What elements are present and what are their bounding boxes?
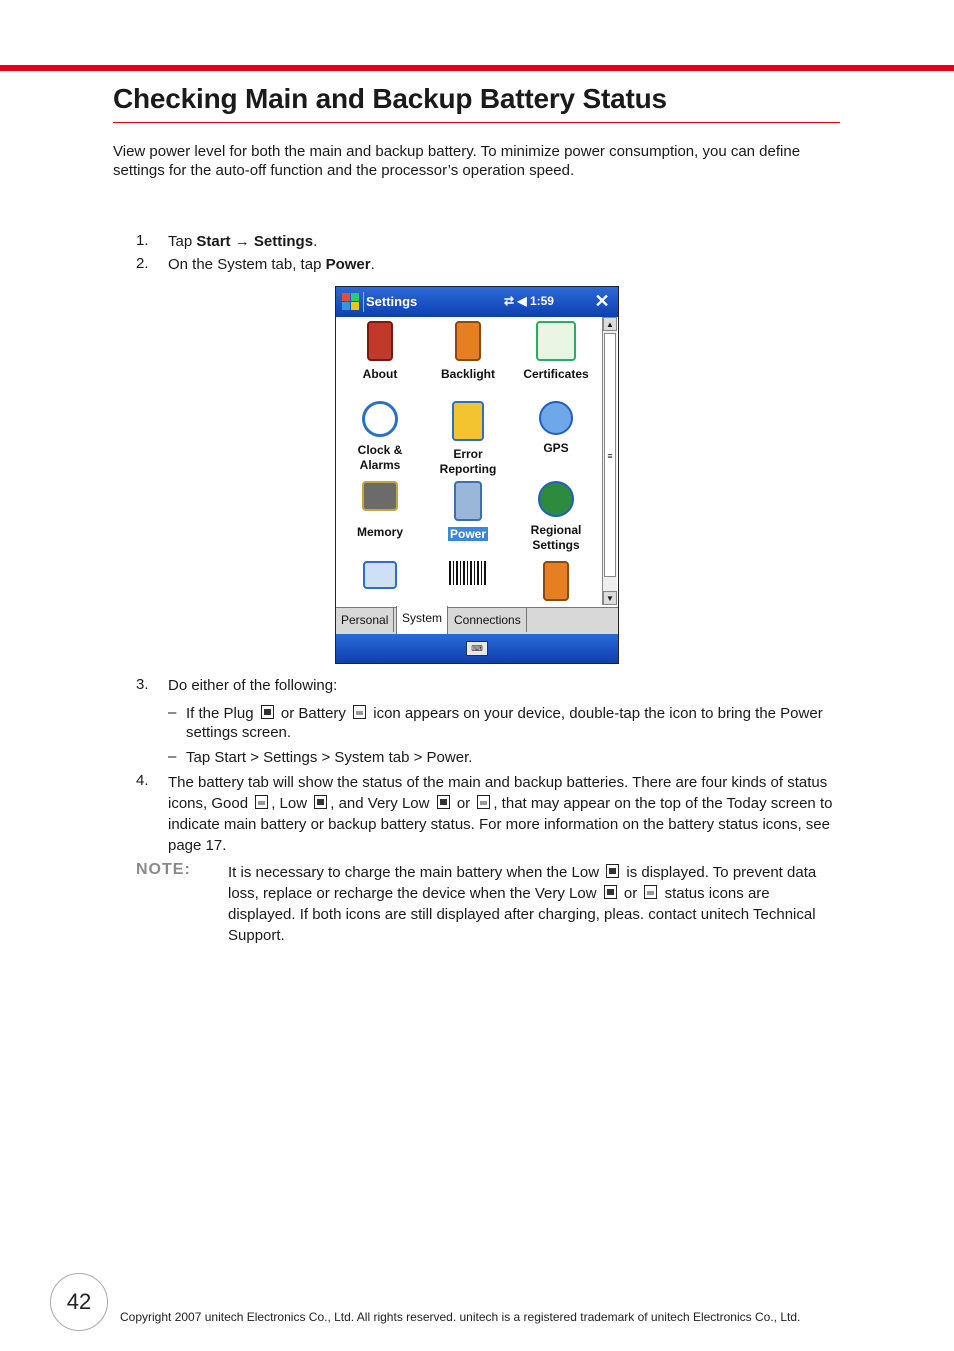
battery-low-icon xyxy=(606,864,619,878)
device-scrollbar[interactable] xyxy=(602,317,617,605)
settings-icon-grid xyxy=(336,317,602,605)
scroll-up-icon[interactable]: ▲ xyxy=(603,317,617,331)
memory-icon xyxy=(362,481,398,511)
clock-icon xyxy=(362,401,398,437)
note-label: NOTE: xyxy=(136,861,191,878)
device-window-title: Settings xyxy=(366,294,418,309)
settings-item-partial-1[interactable] xyxy=(336,561,424,589)
step-2-text: On the System tab, tap Power. xyxy=(168,256,375,273)
stylus-icon xyxy=(543,561,569,601)
title-divider xyxy=(113,122,840,123)
settings-item-backlight[interactable]: Backlight xyxy=(424,321,512,382)
backlight-icon xyxy=(455,321,481,361)
settings-item-about[interactable]: About xyxy=(336,321,424,382)
battery-very-low-icon xyxy=(604,885,617,899)
battery-very-low-alt-icon xyxy=(477,795,490,809)
step-1-number: 1. xyxy=(136,232,149,249)
settings-item-power[interactable] xyxy=(424,481,512,542)
step-1-text: Tap Start → Settings. xyxy=(168,233,318,250)
step-2-number: 2. xyxy=(136,255,149,272)
step-3b-text: Tap Start > Settings > System tab > Power. xyxy=(186,749,473,766)
note-text: It is necessary to charge the main battery when the Low is displayed. To prevent data loss, replace or recharge the device when the Very Low or status icons are displayed. If both icons are still displayed after charging, pleas. contact unitech Technical Support. xyxy=(228,864,817,944)
device-tab-bar xyxy=(336,607,618,634)
device-title-bar xyxy=(336,287,618,317)
certificates-icon xyxy=(536,321,576,361)
power-selected-label: Power xyxy=(449,527,486,541)
settings-item-error-reporting[interactable]: Error Reporting xyxy=(424,401,512,477)
step-3b-dash: – xyxy=(168,748,177,765)
power-icon xyxy=(454,481,482,521)
error-reporting-icon xyxy=(452,401,484,441)
barcode-icon xyxy=(449,561,487,585)
step-3a-dash: – xyxy=(168,704,177,721)
tab-connections[interactable]: Connections xyxy=(449,608,527,632)
battery-icon xyxy=(353,705,366,719)
step-3a-text: If the Plug or Battery icon appears on your device, double-tap the icon to bring the Power settings screen. xyxy=(186,705,823,741)
window-icon xyxy=(363,561,397,589)
battery-good-icon xyxy=(255,795,268,809)
plug-icon xyxy=(261,705,274,719)
settings-item-partial-3[interactable] xyxy=(512,561,600,601)
settings-item-clock-alarms[interactable]: Clock & Alarms xyxy=(336,401,424,473)
tab-personal[interactable]: Personal xyxy=(336,608,394,632)
close-icon[interactable]: ✕ xyxy=(594,291,610,311)
settings-label: Settings xyxy=(253,233,314,250)
battery-very-low-icon xyxy=(437,795,450,809)
device-menu-bar xyxy=(336,634,618,663)
header-accent-bar xyxy=(0,65,954,71)
keyboard-icon[interactable]: ⌨ xyxy=(466,641,488,656)
copyright-footer: Copyright 2007 unitech Electronics Co., Ltd. All rights reserved. unitech is a registered trademark of unitech Electronics Co., Ltd. xyxy=(120,1310,801,1324)
about-icon xyxy=(367,321,393,361)
step-3-text: Do either of the following: xyxy=(168,677,338,694)
scroll-down-icon[interactable]: ▼ xyxy=(603,591,617,605)
step-4-number: 4. xyxy=(136,772,149,789)
battery-very-low-alt-icon xyxy=(644,885,657,899)
page-number: 42 xyxy=(50,1273,108,1331)
power-label: Power xyxy=(325,256,371,273)
gps-icon xyxy=(539,401,573,435)
settings-item-certificates[interactable]: Certificates xyxy=(512,321,600,382)
device-status-area[interactable]: ⇄ ◀ 1:59 xyxy=(504,294,554,308)
settings-item-gps[interactable]: GPS xyxy=(512,401,600,456)
battery-low-icon xyxy=(314,795,327,809)
tab-system[interactable]: System xyxy=(396,606,448,634)
step-4-text: The battery tab will show the status of the main and backup batteries. There are four kinds of status icons, Good , Low , and Very Low or , that may appear on the top of the Today screen to indicate main battery or backup battery status. For more information on the battery status icons, see page 17. xyxy=(168,774,833,854)
settings-item-partial-2[interactable] xyxy=(424,561,512,585)
start-label: Start xyxy=(196,233,231,250)
settings-item-regional[interactable]: Regional Settings xyxy=(512,481,600,553)
intro-paragraph: View power level for both the main and backup battery. To minimize power consumption, you can define settings for the auto-off function and the processor’s operation speed. xyxy=(113,143,801,179)
page-title: Checking Main and Backup Battery Status xyxy=(113,83,667,114)
scroll-thumb[interactable]: ≡ xyxy=(604,333,616,577)
globe-icon xyxy=(538,481,574,517)
device-settings-screenshot xyxy=(335,286,619,664)
settings-item-memory[interactable]: Memory xyxy=(336,481,424,540)
step-3-number: 3. xyxy=(136,676,149,693)
windows-start-icon[interactable] xyxy=(342,293,360,311)
